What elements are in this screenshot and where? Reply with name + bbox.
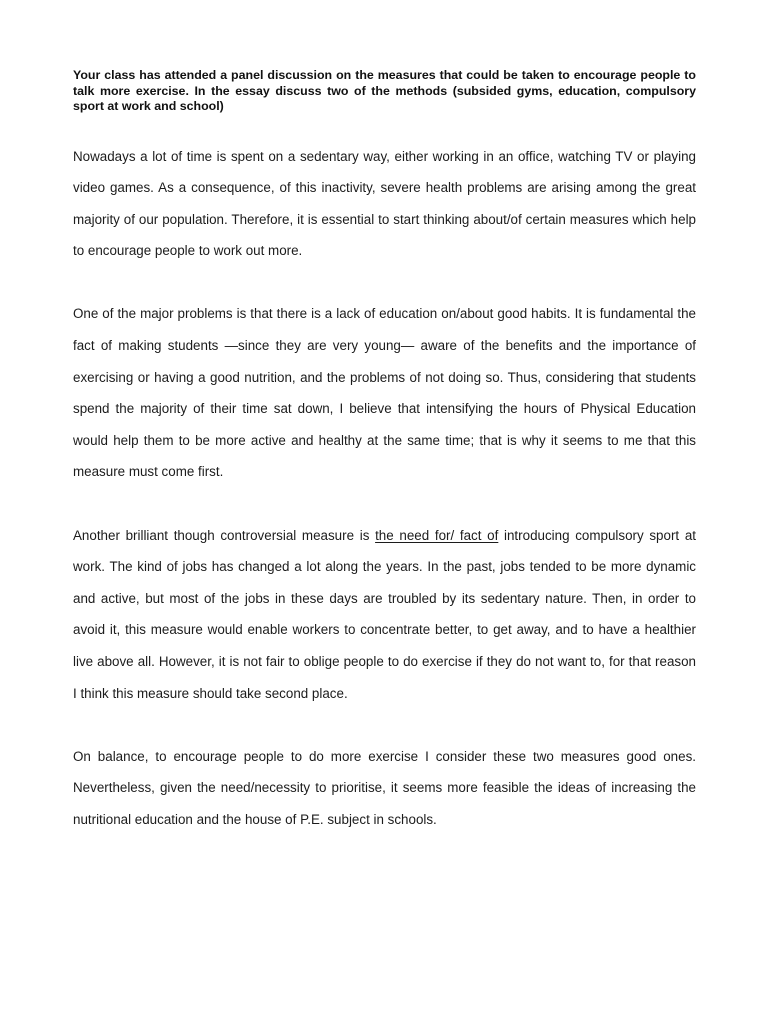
paragraph-text-after-underline: introducing compulsory sport at work. The kind of jobs has changed a lot along the years. In the past, jobs tended to be more dynamic and active, but most of the jobs in these days are troubled by its sedentary nature. Then, in order to avoid it, this measure would enable workers to concentrate better, to get away, and to have a healthier live above all. However, it is not fair to oblige people to do exercise if they do not want to, for that reason I think this measure should take second place. [73, 527, 696, 701]
paragraph-education: One of the major problems is that there is a lack of education on/about good habits. It is fundamental the fact of making students —since they are very young— aware of the benefits and the importance of exercising or having a good nutrition, and the problems of not doing so. Thus, considering that students spend the majority of their time sat down, I believe that intensifying the hours of Physical Education would help them to be more active and healthy at the same time; that is why it seems to me that this measure must come first. [73, 306, 696, 480]
paragraph-conclusion: On balance, to encourage people to do more exercise I consider these two measures good ones. Nevertheless, given the need/necessity to prioritise, it seems more feasible the ideas of increasing the nutritional education and the house of P.E. subject in schools. [73, 748, 696, 827]
essay-prompt: Your class has attended a panel discussion on the measures that could be taken to encourage people to talk more exercise. In the essay discuss two of the methods (subsided gyms, education, compulsory sport at work and school) [73, 68, 696, 113]
paragraph-compulsory-sport [73, 520, 696, 710]
paragraph-text-before-underline: Another brilliant though controversial measure is [73, 527, 376, 543]
underlined-phrase: the need for/ fact of [375, 527, 499, 543]
document-content [73, 68, 696, 836]
paragraph-introduction: Nowadays a lot of time is spent on a sedentary way, either working in an office, watching TV or playing video games. As a consequence, of this inactivity, severe health problems are arising among the great majority of our population. Therefore, it is essential to start thinking about/of certain measures which help to encourage people to work out more. [73, 148, 696, 259]
